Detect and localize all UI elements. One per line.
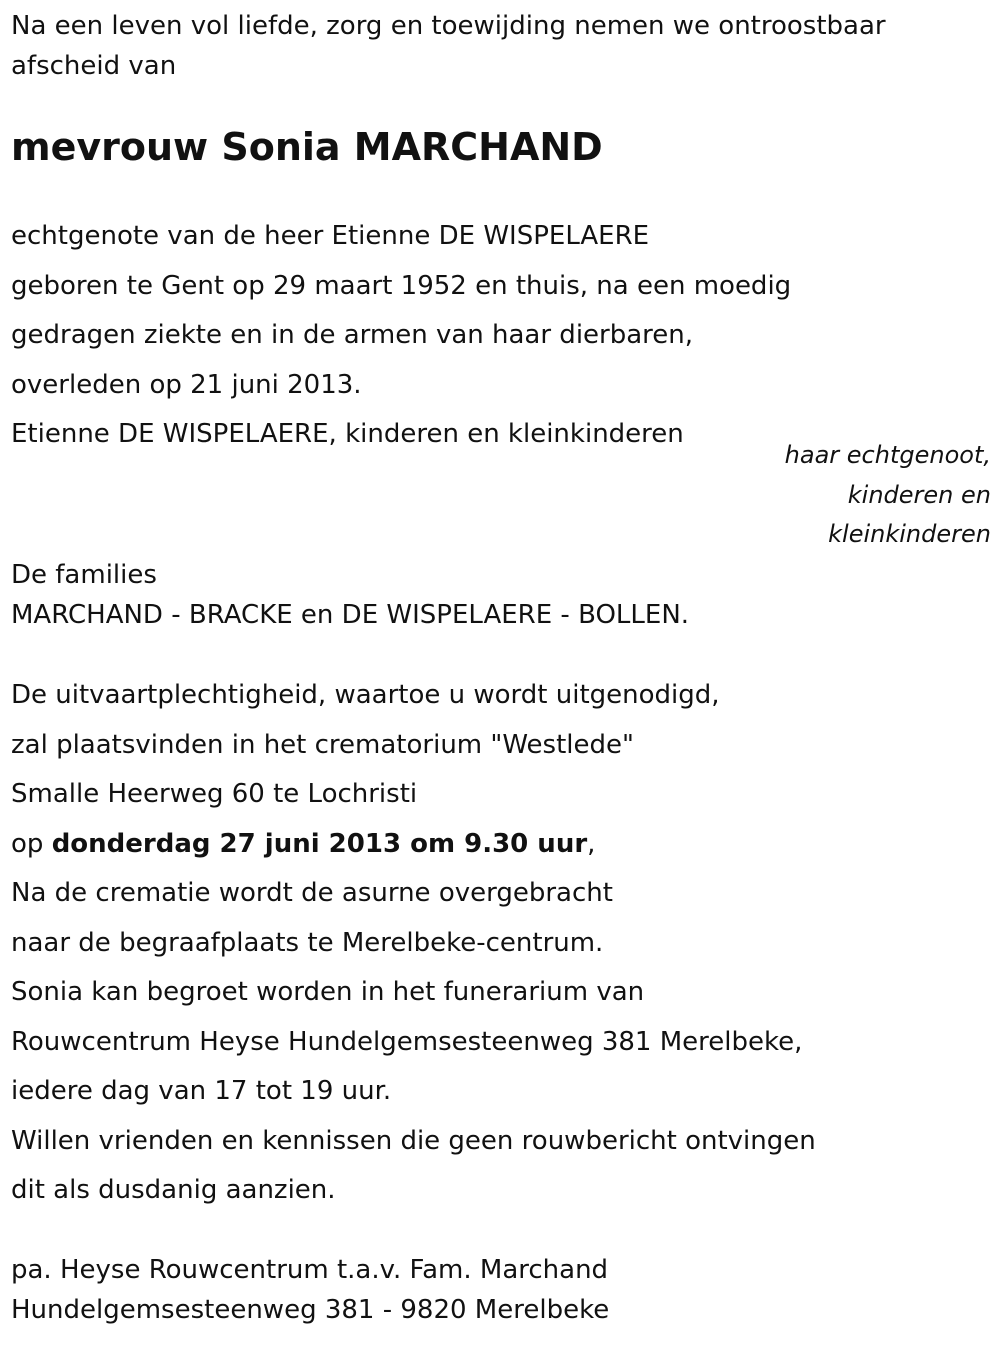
ceremony-details (11, 671, 911, 1216)
ceremony-line: Sonia kan begroet worden in het funerarium van (11, 977, 645, 1007)
intro-line: Na een leven vol liefde, zorg en toewijding nemen we ontroostbaar (11, 11, 886, 41)
ceremony-line: naar de begraafplaats te Merelbeke-centrum. (11, 927, 604, 958)
survivors-line: haar echtgenoot, (784, 441, 991, 469)
families-line: De families (11, 560, 157, 590)
biography (11, 212, 871, 460)
bio-line: gedragen ziekte en in de armen van haar dierbaren, (11, 320, 694, 350)
contact-address (11, 1250, 609, 1330)
contact-line: pa. Heyse Rouwcentrum t.a.v. Fam. Marchand (11, 1255, 609, 1285)
families-block (11, 555, 689, 635)
survivors-line: kinderen en (847, 480, 991, 509)
ceremony-date-prefix: op (11, 828, 52, 859)
ceremony-line: zal plaatsvinden in het crematorium "Westlede" (11, 729, 634, 760)
bio-line: overleden op 21 juni 2013. (11, 369, 362, 400)
bio-line: echtgenote van de heer Etienne DE WISPELAERE (11, 221, 650, 251)
families-line: MARCHAND - BRACKE en DE WISPELAERE - BOLLEN. (11, 600, 690, 630)
bio-line: Etienne DE WISPELAERE, kinderen en kleinkinderen (11, 419, 684, 449)
ceremony-line: Na de crematie wordt de asurne overgebracht (11, 878, 613, 908)
ceremony-line: De uitvaartplechtigheid, waartoe u wordt uitgenodigd, (11, 680, 720, 710)
intro-text (11, 6, 971, 86)
ceremony-line: iedere dag van 17 tot 19 uur. (11, 1076, 392, 1106)
ceremony-line: Willen vrienden en kennissen die geen rouwbericht ontvingen (11, 1125, 816, 1156)
intro-line: afscheid van (11, 51, 177, 81)
ceremony-line: dit als dusdanig aanzien. (11, 1175, 336, 1205)
ceremony-line: Rouwcentrum Heyse Hundelgemsesteenweg 381 Merelbeke, (11, 1026, 803, 1057)
bio-line: geboren te Gent op 29 maart 1952 en thuis, na een moedig (11, 270, 792, 301)
contact-line: Hundelgemsesteenweg 381 - 9820 Merelbeke (11, 1295, 610, 1325)
obituary-page (11, 0, 991, 1345)
ceremony-date: donderdag 27 juni 2013 om 9.30 uur (51, 828, 588, 859)
ceremony-line: Smalle Heerweg 60 te Lochristi (11, 779, 418, 809)
survivors-line: kleinkinderen (828, 520, 991, 548)
ceremony-date-suffix: , (587, 828, 596, 859)
survivors-signature (785, 436, 991, 555)
ceremony-date-line (11, 820, 911, 870)
deceased-name: mevrouw Sonia MARCHAND (11, 125, 603, 169)
